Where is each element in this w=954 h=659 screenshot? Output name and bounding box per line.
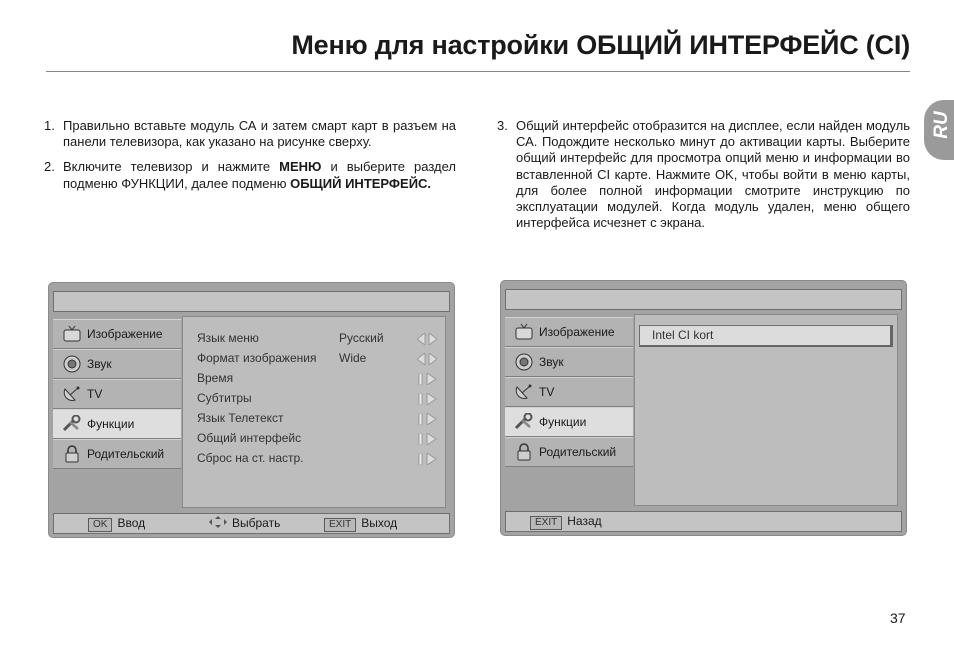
step-text: Включите телевизор и нажмите: [63, 159, 280, 175]
page-number: 37: [890, 610, 906, 626]
enter-icon[interactable]: [417, 452, 437, 464]
exit-key-icon: EXIT: [324, 518, 356, 532]
step-text-cont: и выберите раздел подменю ФУНКЦИИ, далее подменю: [63, 159, 456, 191]
satellite-dish-icon: [61, 384, 83, 404]
language-tab-label: RU: [931, 111, 952, 139]
osd-menu-functions: [48, 282, 455, 538]
footer-exit: [530, 514, 602, 530]
sidebar-item-functions[interactable]: [505, 407, 633, 437]
footer-back-label: Назад: [567, 514, 602, 528]
settings-panel: [182, 316, 446, 508]
step-number: 2.: [44, 159, 55, 175]
instructions-right-column: [497, 118, 910, 240]
exit-key-icon: EXIT: [530, 516, 562, 530]
setting-value: Wide: [339, 351, 367, 365]
footer-exit: [324, 516, 397, 532]
sidebar-item-functions[interactable]: [53, 409, 181, 439]
navigate-arrows-icon: [209, 516, 227, 531]
language-tab: [924, 100, 954, 160]
sidebar-item-label: Изображение: [87, 327, 163, 341]
ok-key-icon: OK: [88, 518, 112, 532]
ci-panel: [634, 314, 898, 506]
sidebar-item-tv[interactable]: [53, 379, 181, 409]
menu-sidebar: [53, 319, 181, 469]
instruction-step-1: [44, 118, 456, 150]
setting-common-interface[interactable]: Общий интерфейс: [197, 431, 302, 445]
setting-value: Русский: [339, 331, 384, 345]
left-right-arrows-icon[interactable]: [417, 332, 437, 344]
tv-icon: [513, 322, 535, 342]
step-number: 1.: [44, 118, 55, 133]
setting-picture-format[interactable]: Формат изображения: [197, 351, 317, 365]
sidebar-item-label: Родительский: [87, 447, 165, 461]
speaker-icon: [513, 352, 535, 372]
ci-module-item[interactable]: [639, 325, 893, 347]
menu-sidebar: [505, 317, 633, 467]
footer-navigate: [209, 516, 280, 531]
setting-time[interactable]: Время: [197, 371, 234, 385]
sidebar-item-label: TV: [87, 387, 103, 401]
footer-exit-label: Выход: [361, 516, 398, 530]
osd-menu-common-interface: [500, 280, 907, 536]
menu-title-bar: [53, 291, 450, 312]
footer-ok: [88, 516, 145, 532]
title-divider: [46, 71, 910, 72]
sidebar-item-parental[interactable]: [505, 437, 633, 467]
step-text: Правильно вставьте модуль СА и затем смарт карт в разъем на панели телевизора, как указано на рисунке сверху.: [63, 118, 456, 150]
instructions-left-column: [44, 118, 456, 201]
sidebar-item-parental[interactable]: [53, 439, 181, 469]
wrench-icon: [513, 412, 535, 432]
page-title: Меню для настройки ОБЩИЙ ИНТЕРФЕЙС (CI): [291, 30, 910, 60]
satellite-dish-icon: [513, 382, 535, 402]
footer-ok-label: Ввод: [117, 516, 146, 530]
sidebar-item-picture[interactable]: [505, 317, 633, 347]
sidebar-item-picture[interactable]: [53, 319, 181, 349]
setting-menu-language[interactable]: Язык меню: [197, 331, 259, 345]
setting-teletext-language[interactable]: Язык Телетекст: [197, 411, 284, 425]
wrench-icon: [61, 414, 83, 434]
menu-key-label: МЕНЮ: [279, 159, 322, 175]
enter-icon[interactable]: [417, 392, 437, 404]
instruction-step-3: [497, 118, 910, 231]
sidebar-item-label: Изображение: [539, 325, 615, 339]
sidebar-item-label: TV: [539, 385, 555, 399]
menu-footer: [505, 511, 902, 532]
sidebar-item-label: Функции: [87, 417, 135, 431]
footer-navigate-label: Выбрать: [232, 516, 281, 530]
sidebar-item-label: Звук: [87, 357, 112, 371]
sidebar-item-label: Звук: [539, 355, 564, 369]
enter-icon[interactable]: [417, 412, 437, 424]
setting-subtitles[interactable]: Субтитры: [197, 391, 252, 405]
step-number: 3.: [497, 118, 508, 133]
sidebar-item-label: Родительский: [539, 445, 617, 459]
menu-footer: [53, 513, 450, 534]
lock-icon: [513, 442, 535, 462]
sidebar-item-sound[interactable]: [53, 349, 181, 379]
sidebar-item-sound[interactable]: [505, 347, 633, 377]
left-right-arrows-icon[interactable]: [417, 352, 437, 364]
enter-icon[interactable]: [417, 372, 437, 384]
step-text: Общий интерфейс отобразится на дисплее, если найден модуль СА. Подождите несколько минут до активации карты. Выберите общий интерфейс для просмотра опций меню и информации во вставленной CI карте. Нажмите OK, чтобы войти в меню карты, для более полной информации смотрите инструкцию по эксплуатации модулей. Когда модуль удален, меню общего интерфейса исчезнет с экрана.: [516, 118, 910, 231]
ci-module-label: Intel CI kort: [652, 328, 714, 342]
setting-factory-reset[interactable]: Сброс на ст. настр.: [197, 451, 304, 465]
sidebar-item-label: Функции: [539, 415, 587, 429]
speaker-icon: [61, 354, 83, 374]
lock-icon: [61, 444, 83, 464]
menu-title-bar: [505, 289, 902, 310]
sidebar-item-tv[interactable]: [505, 377, 633, 407]
tv-icon: [61, 324, 83, 344]
enter-icon[interactable]: [417, 432, 437, 444]
submenu-label: ОБЩИЙ ИНТЕРФЕЙС.: [290, 175, 432, 191]
instruction-step-2: [44, 159, 456, 191]
